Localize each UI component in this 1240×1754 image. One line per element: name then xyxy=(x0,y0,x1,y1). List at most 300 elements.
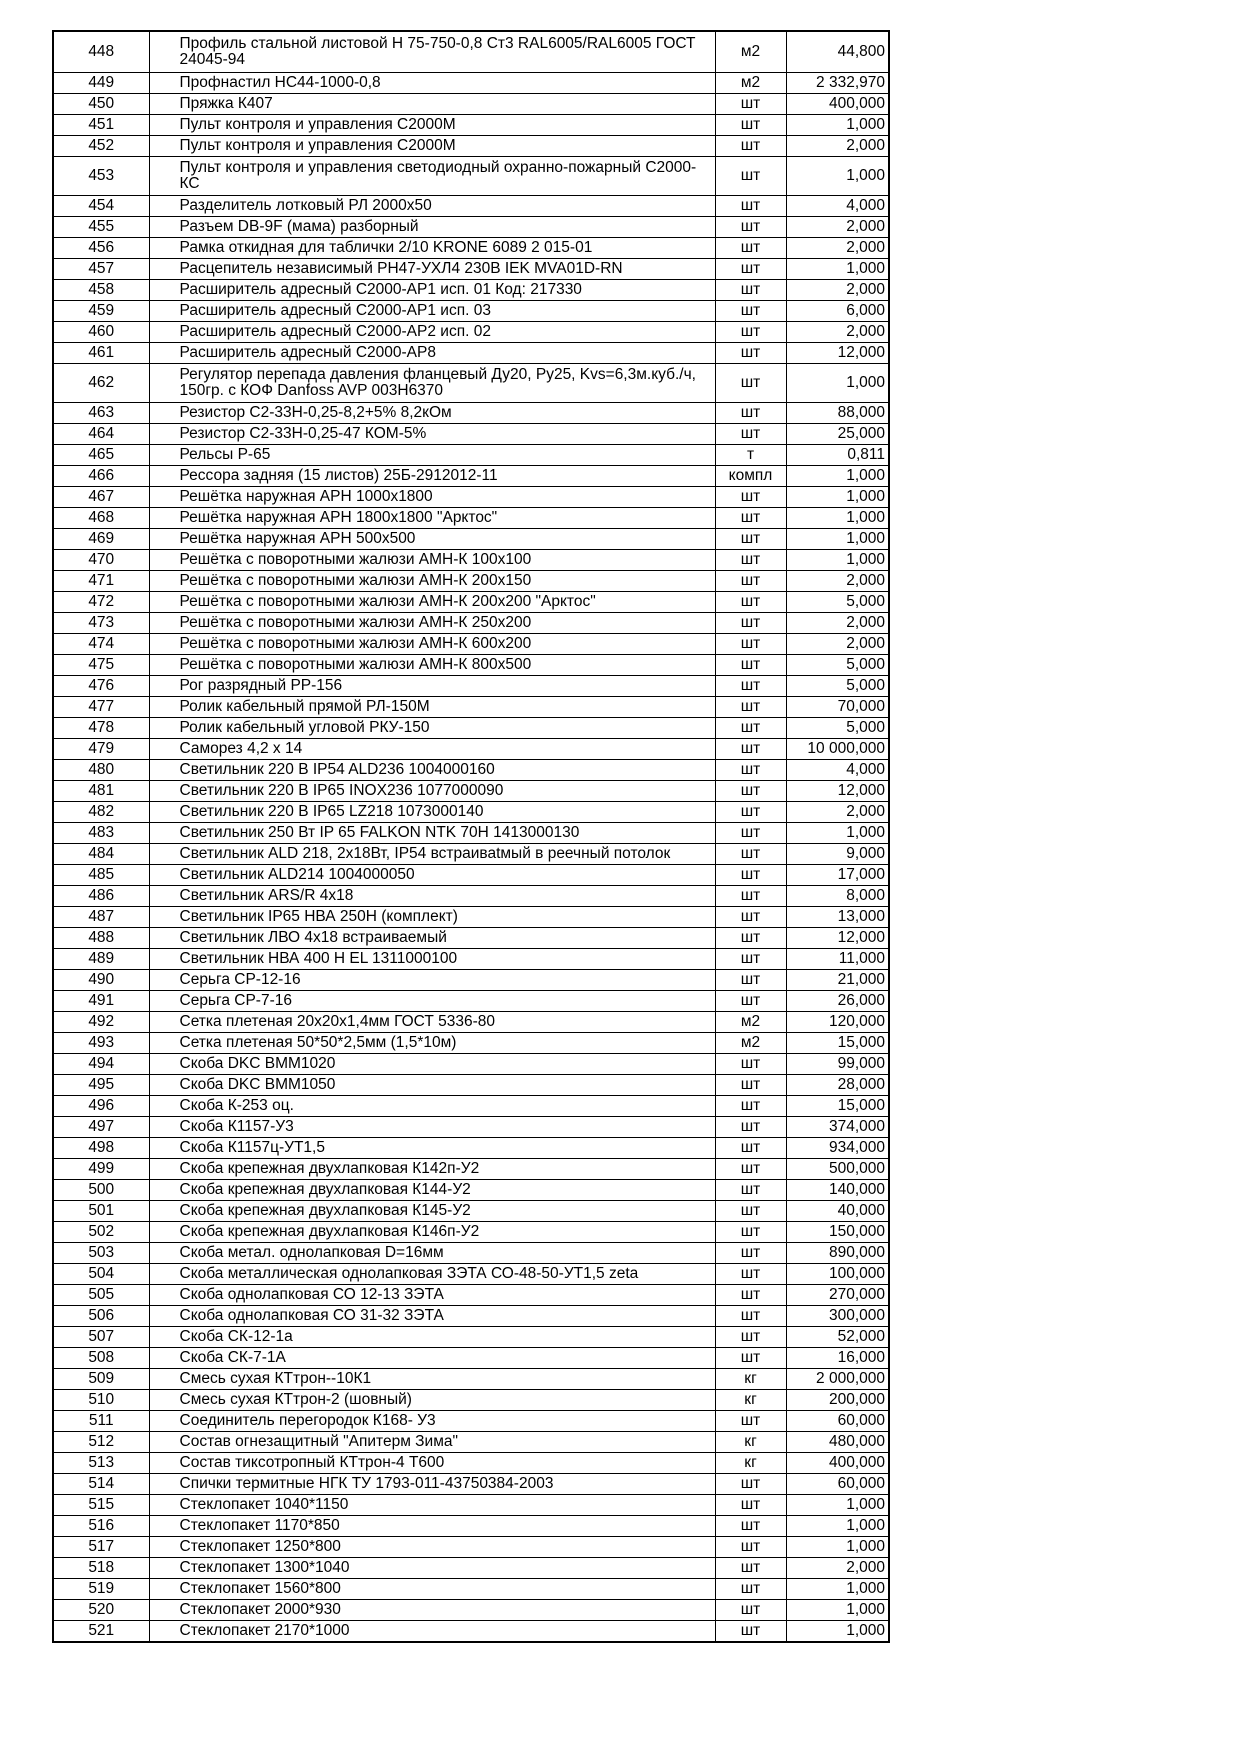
quantity-cell: 1,000 xyxy=(786,466,889,487)
unit-cell: шт xyxy=(715,760,786,781)
table-row xyxy=(53,928,889,949)
row-number-cell: 470 xyxy=(53,550,149,571)
quantity-cell: 26,000 xyxy=(786,991,889,1012)
unit-cell: шт xyxy=(715,823,786,844)
table-row xyxy=(53,1033,889,1054)
item-name-cell: Решётка с поворотными жалюзи АМН-К 200х200 "Арктос" xyxy=(149,592,715,613)
table-row xyxy=(53,280,889,301)
item-name-cell: Скоба крепежная двухлапковая К142п-У2 xyxy=(149,1159,715,1180)
quantity-cell: 88,000 xyxy=(786,403,889,424)
unit-cell: шт xyxy=(715,1327,786,1348)
unit-cell: шт xyxy=(715,1096,786,1117)
table-row xyxy=(53,343,889,364)
table-row xyxy=(53,550,889,571)
item-name-cell: Смесь сухая КТтрон--10К1 xyxy=(149,1369,715,1390)
table-row xyxy=(53,1138,889,1159)
row-number-cell: 500 xyxy=(53,1180,149,1201)
table-row xyxy=(53,1516,889,1537)
unit-cell: шт xyxy=(715,157,786,196)
row-number-cell: 456 xyxy=(53,238,149,259)
quantity-cell: 1,000 xyxy=(786,1495,889,1516)
row-number-cell: 459 xyxy=(53,301,149,322)
item-name-cell: Саморез 4,2 х 14 xyxy=(149,739,715,760)
unit-cell: шт xyxy=(715,1411,786,1432)
quantity-cell: 5,000 xyxy=(786,676,889,697)
unit-cell: шт xyxy=(715,364,786,403)
quantity-cell: 2 000,000 xyxy=(786,1369,889,1390)
unit-cell: м2 xyxy=(715,31,786,73)
table-row xyxy=(53,571,889,592)
table-row xyxy=(53,613,889,634)
item-name-cell: Решётка с поворотными жалюзи АМН-К 600х200 xyxy=(149,634,715,655)
quantity-cell: 300,000 xyxy=(786,1306,889,1327)
quantity-cell: 1,000 xyxy=(786,529,889,550)
quantity-cell: 10 000,000 xyxy=(786,739,889,760)
item-name-cell: Скоба СК-12-1а xyxy=(149,1327,715,1348)
quantity-cell: 120,000 xyxy=(786,1012,889,1033)
unit-cell: шт xyxy=(715,1117,786,1138)
quantity-cell: 1,000 xyxy=(786,115,889,136)
table-row xyxy=(53,1474,889,1495)
row-number-cell: 483 xyxy=(53,823,149,844)
item-name-cell: Разъем DB-9F (мама) разборный xyxy=(149,217,715,238)
unit-cell: шт xyxy=(715,301,786,322)
item-name-cell: Скоба К1157ц-УТ1,5 xyxy=(149,1138,715,1159)
row-number-cell: 486 xyxy=(53,886,149,907)
unit-cell: шт xyxy=(715,676,786,697)
table-row xyxy=(53,1243,889,1264)
unit-cell: шт xyxy=(715,991,786,1012)
item-name-cell: Состав огнезащитный "Апитерм Зима" xyxy=(149,1432,715,1453)
item-name-cell: Рессора задняя (15 листов) 25Б-2912012-11 xyxy=(149,466,715,487)
quantity-cell: 12,000 xyxy=(786,343,889,364)
unit-cell: кг xyxy=(715,1369,786,1390)
row-number-cell: 505 xyxy=(53,1285,149,1306)
unit-cell: шт xyxy=(715,1054,786,1075)
table-row xyxy=(53,1558,889,1579)
quantity-cell: 2,000 xyxy=(786,1558,889,1579)
table-row xyxy=(53,445,889,466)
row-number-cell: 494 xyxy=(53,1054,149,1075)
row-number-cell: 501 xyxy=(53,1201,149,1222)
quantity-cell: 1,000 xyxy=(786,487,889,508)
unit-cell: т xyxy=(715,445,786,466)
unit-cell: шт xyxy=(715,238,786,259)
item-name-cell: Скоба К1157-У3 xyxy=(149,1117,715,1138)
unit-cell: шт xyxy=(715,322,786,343)
item-name-cell: Скоба однолапковая СО 31-32 ЗЭТА xyxy=(149,1306,715,1327)
item-name-cell: Светильник 220 В IP65 LZ218 1073000140 xyxy=(149,802,715,823)
unit-cell: шт xyxy=(715,949,786,970)
table-row xyxy=(53,823,889,844)
row-number-cell: 471 xyxy=(53,571,149,592)
unit-cell: шт xyxy=(715,1264,786,1285)
row-number-cell: 520 xyxy=(53,1600,149,1621)
row-number-cell: 485 xyxy=(53,865,149,886)
table-row xyxy=(53,259,889,280)
unit-cell: шт xyxy=(715,781,786,802)
row-number-cell: 465 xyxy=(53,445,149,466)
unit-cell: шт xyxy=(715,424,786,445)
table-row xyxy=(53,1453,889,1474)
unit-cell: шт xyxy=(715,739,786,760)
table-row xyxy=(53,907,889,928)
quantity-cell: 480,000 xyxy=(786,1432,889,1453)
row-number-cell: 502 xyxy=(53,1222,149,1243)
quantity-cell: 1,000 xyxy=(786,508,889,529)
quantity-cell: 0,811 xyxy=(786,445,889,466)
item-name-cell: Решётка с поворотными жалюзи АМН-К 800х500 xyxy=(149,655,715,676)
quantity-cell: 11,000 xyxy=(786,949,889,970)
item-name-cell: Светильник 220 В IP54 ALD236 1004000160 xyxy=(149,760,715,781)
row-number-cell: 488 xyxy=(53,928,149,949)
table-row xyxy=(53,196,889,217)
row-number-cell: 492 xyxy=(53,1012,149,1033)
table-row xyxy=(53,1285,889,1306)
row-number-cell: 515 xyxy=(53,1495,149,1516)
table-row xyxy=(53,1369,889,1390)
quantity-cell: 52,000 xyxy=(786,1327,889,1348)
item-name-cell: Сетка плетеная 50*50*2,5мм (1,5*10м) xyxy=(149,1033,715,1054)
unit-cell: шт xyxy=(715,1306,786,1327)
row-number-cell: 482 xyxy=(53,802,149,823)
row-number-cell: 476 xyxy=(53,676,149,697)
row-number-cell: 461 xyxy=(53,343,149,364)
quantity-cell: 1,000 xyxy=(786,1579,889,1600)
quantity-cell: 9,000 xyxy=(786,844,889,865)
table-row xyxy=(53,1159,889,1180)
item-name-cell: Решётка с поворотными жалюзи АМН-К 200х150 xyxy=(149,571,715,592)
item-name-cell: Спички термитные НГК ТУ 1793-011-43750384-2003 xyxy=(149,1474,715,1495)
quantity-cell: 5,000 xyxy=(786,592,889,613)
item-name-cell: Скоба крепежная двухлапковая К146п-У2 xyxy=(149,1222,715,1243)
row-number-cell: 475 xyxy=(53,655,149,676)
unit-cell: шт xyxy=(715,1474,786,1495)
unit-cell: шт xyxy=(715,403,786,424)
table-row xyxy=(53,403,889,424)
table-row xyxy=(53,760,889,781)
row-number-cell: 467 xyxy=(53,487,149,508)
quantity-cell: 15,000 xyxy=(786,1033,889,1054)
table-row xyxy=(53,1579,889,1600)
table-row xyxy=(53,634,889,655)
item-name-cell: Стеклопакет 1040*1150 xyxy=(149,1495,715,1516)
item-name-cell: Рельсы Р-65 xyxy=(149,445,715,466)
item-name-cell: Решётка наружная АРН 1800х1800 "Арктос" xyxy=(149,508,715,529)
quantity-cell: 1,000 xyxy=(786,1516,889,1537)
table-row xyxy=(53,676,889,697)
unit-cell: шт xyxy=(715,697,786,718)
table-row xyxy=(53,1348,889,1369)
row-number-cell: 448 xyxy=(53,31,149,73)
row-number-cell: 474 xyxy=(53,634,149,655)
inventory-table-body xyxy=(53,31,889,1642)
table-row xyxy=(53,886,889,907)
table-row xyxy=(53,217,889,238)
quantity-cell: 1,000 xyxy=(786,1600,889,1621)
unit-cell: шт xyxy=(715,1516,786,1537)
item-name-cell: Серьга СР-7-16 xyxy=(149,991,715,1012)
table-row xyxy=(53,739,889,760)
row-number-cell: 498 xyxy=(53,1138,149,1159)
table-row xyxy=(53,781,889,802)
quantity-cell: 44,800 xyxy=(786,31,889,73)
unit-cell: кг xyxy=(715,1390,786,1411)
row-number-cell: 503 xyxy=(53,1243,149,1264)
quantity-cell: 5,000 xyxy=(786,718,889,739)
table-row xyxy=(53,697,889,718)
unit-cell: шт xyxy=(715,634,786,655)
item-name-cell: Решётка с поворотными жалюзи АМН-К 100х100 xyxy=(149,550,715,571)
table-row xyxy=(53,1411,889,1432)
quantity-cell: 2,000 xyxy=(786,217,889,238)
row-number-cell: 499 xyxy=(53,1159,149,1180)
unit-cell: шт xyxy=(715,1579,786,1600)
quantity-cell: 400,000 xyxy=(786,1453,889,1474)
unit-cell: шт xyxy=(715,844,786,865)
quantity-cell: 99,000 xyxy=(786,1054,889,1075)
row-number-cell: 484 xyxy=(53,844,149,865)
quantity-cell: 2,000 xyxy=(786,238,889,259)
item-name-cell: Решётка с поворотными жалюзи АМН-К 250х200 xyxy=(149,613,715,634)
table-row xyxy=(53,949,889,970)
table-row xyxy=(53,238,889,259)
item-name-cell: Пульт контроля и управления С2000М xyxy=(149,136,715,157)
item-name-cell: Скоба крепежная двухлапковая К145-У2 xyxy=(149,1201,715,1222)
table-row xyxy=(53,136,889,157)
table-row xyxy=(53,865,889,886)
unit-cell: шт xyxy=(715,1348,786,1369)
item-name-cell: Пряжка К407 xyxy=(149,94,715,115)
item-name-cell: Стеклопакет 2170*1000 xyxy=(149,1621,715,1643)
unit-cell: шт xyxy=(715,1621,786,1643)
unit-cell: шт xyxy=(715,508,786,529)
item-name-cell: Серьга СР-12-16 xyxy=(149,970,715,991)
unit-cell: шт xyxy=(715,1075,786,1096)
unit-cell: шт xyxy=(715,280,786,301)
quantity-cell: 6,000 xyxy=(786,301,889,322)
table-row xyxy=(53,157,889,196)
quantity-cell: 150,000 xyxy=(786,1222,889,1243)
row-number-cell: 496 xyxy=(53,1096,149,1117)
row-number-cell: 495 xyxy=(53,1075,149,1096)
row-number-cell: 516 xyxy=(53,1516,149,1537)
item-name-cell: Решётка наружная АРН 500х500 xyxy=(149,529,715,550)
quantity-cell: 374,000 xyxy=(786,1117,889,1138)
item-name-cell: Светильник НВА 400 Н EL 1311000100 xyxy=(149,949,715,970)
item-name-cell: Расширитель адресный С2000-АР8 xyxy=(149,343,715,364)
unit-cell: шт xyxy=(715,487,786,508)
table-row xyxy=(53,73,889,94)
item-name-cell: Рог разрядный РР-156 xyxy=(149,676,715,697)
unit-cell: шт xyxy=(715,970,786,991)
table-row xyxy=(53,508,889,529)
row-number-cell: 452 xyxy=(53,136,149,157)
table-row xyxy=(53,802,889,823)
row-number-cell: 510 xyxy=(53,1390,149,1411)
quantity-cell: 13,000 xyxy=(786,907,889,928)
unit-cell: шт xyxy=(715,1243,786,1264)
row-number-cell: 462 xyxy=(53,364,149,403)
row-number-cell: 513 xyxy=(53,1453,149,1474)
unit-cell: шт xyxy=(715,571,786,592)
quantity-cell: 1,000 xyxy=(786,259,889,280)
quantity-cell: 2,000 xyxy=(786,802,889,823)
unit-cell: шт xyxy=(715,196,786,217)
row-number-cell: 491 xyxy=(53,991,149,1012)
item-name-cell: Профнастил НС44-1000-0,8 xyxy=(149,73,715,94)
table-row xyxy=(53,1096,889,1117)
item-name-cell: Скоба крепежная двухлапковая К144-У2 xyxy=(149,1180,715,1201)
unit-cell: шт xyxy=(715,613,786,634)
item-name-cell: Скоба метал. однолапковая D=16мм xyxy=(149,1243,715,1264)
item-name-cell: Регулятор перепада давления фланцевый Ду20, Ру25, Kvs=6,3м.куб./ч, 150гр. с КОФ Danfoss AVP 003H6370 xyxy=(149,364,715,403)
row-number-cell: 449 xyxy=(53,73,149,94)
quantity-cell: 8,000 xyxy=(786,886,889,907)
item-name-cell: Соединитель перегородок К168- У3 xyxy=(149,1411,715,1432)
quantity-cell: 1,000 xyxy=(786,1621,889,1643)
table-row xyxy=(53,487,889,508)
row-number-cell: 497 xyxy=(53,1117,149,1138)
unit-cell: шт xyxy=(715,550,786,571)
quantity-cell: 1,000 xyxy=(786,823,889,844)
item-name-cell: Расширитель адресный С2000-АР2 исп. 02 xyxy=(149,322,715,343)
row-number-cell: 504 xyxy=(53,1264,149,1285)
quantity-cell: 890,000 xyxy=(786,1243,889,1264)
table-row xyxy=(53,1222,889,1243)
row-number-cell: 460 xyxy=(53,322,149,343)
unit-cell: шт xyxy=(715,115,786,136)
quantity-cell: 40,000 xyxy=(786,1201,889,1222)
table-row xyxy=(53,844,889,865)
item-name-cell: Пульт контроля и управления С2000М xyxy=(149,115,715,136)
row-number-cell: 509 xyxy=(53,1369,149,1390)
table-row xyxy=(53,115,889,136)
item-name-cell: Светильник 250 Вт IP 65 FALKON NTK 70H 1413000130 xyxy=(149,823,715,844)
row-number-cell: 478 xyxy=(53,718,149,739)
table-row xyxy=(53,1432,889,1453)
table-row xyxy=(53,970,889,991)
row-number-cell: 458 xyxy=(53,280,149,301)
item-name-cell: Стеклопакет 1250*800 xyxy=(149,1537,715,1558)
quantity-cell: 270,000 xyxy=(786,1285,889,1306)
table-row xyxy=(53,31,889,73)
table-row xyxy=(53,1180,889,1201)
table-row xyxy=(53,301,889,322)
unit-cell: шт xyxy=(715,592,786,613)
inventory-table xyxy=(52,30,890,1643)
quantity-cell: 15,000 xyxy=(786,1096,889,1117)
table-row xyxy=(53,1012,889,1033)
row-number-cell: 477 xyxy=(53,697,149,718)
row-number-cell: 506 xyxy=(53,1306,149,1327)
unit-cell: кг xyxy=(715,1453,786,1474)
unit-cell: шт xyxy=(715,718,786,739)
item-name-cell: Светильник ALD214 1004000050 xyxy=(149,865,715,886)
table-row xyxy=(53,991,889,1012)
row-number-cell: 514 xyxy=(53,1474,149,1495)
row-number-cell: 450 xyxy=(53,94,149,115)
item-name-cell: Скоба однолапковая СО 12-13 ЗЭТА xyxy=(149,1285,715,1306)
table-row xyxy=(53,1201,889,1222)
item-name-cell: Стеклопакет 1560*800 xyxy=(149,1579,715,1600)
quantity-cell: 12,000 xyxy=(786,781,889,802)
quantity-cell: 2 332,970 xyxy=(786,73,889,94)
unit-cell: шт xyxy=(715,1537,786,1558)
row-number-cell: 454 xyxy=(53,196,149,217)
table-row xyxy=(53,1306,889,1327)
quantity-cell: 21,000 xyxy=(786,970,889,991)
table-row xyxy=(53,718,889,739)
row-number-cell: 487 xyxy=(53,907,149,928)
table-row xyxy=(53,1390,889,1411)
quantity-cell: 500,000 xyxy=(786,1159,889,1180)
row-number-cell: 481 xyxy=(53,781,149,802)
quantity-cell: 2,000 xyxy=(786,280,889,301)
quantity-cell: 28,000 xyxy=(786,1075,889,1096)
row-number-cell: 457 xyxy=(53,259,149,280)
row-number-cell: 507 xyxy=(53,1327,149,1348)
table-row xyxy=(53,364,889,403)
quantity-cell: 4,000 xyxy=(786,196,889,217)
row-number-cell: 479 xyxy=(53,739,149,760)
item-name-cell: Решётка наружная АРН 1000х1800 xyxy=(149,487,715,508)
table-row xyxy=(53,1054,889,1075)
table-row xyxy=(53,1117,889,1138)
row-number-cell: 464 xyxy=(53,424,149,445)
table-row xyxy=(53,424,889,445)
row-number-cell: 519 xyxy=(53,1579,149,1600)
quantity-cell: 2,000 xyxy=(786,322,889,343)
unit-cell: шт xyxy=(715,1222,786,1243)
quantity-cell: 12,000 xyxy=(786,928,889,949)
table-row xyxy=(53,529,889,550)
table-row xyxy=(53,466,889,487)
item-name-cell: Пульт контроля и управления светодиодный охранно-пожарный С2000-КС xyxy=(149,157,715,196)
unit-cell: шт xyxy=(715,886,786,907)
row-number-cell: 466 xyxy=(53,466,149,487)
item-name-cell: Резистор С2-33Н-0,25-47 КОМ-5% xyxy=(149,424,715,445)
item-name-cell: Расцепитель независимый РН47-УХЛ4 230В IEK MVA01D-RN xyxy=(149,259,715,280)
item-name-cell: Скоба металлическая однолапковая ЗЭТА СО-48-50-УТ1,5 zeta xyxy=(149,1264,715,1285)
unit-cell: шт xyxy=(715,1138,786,1159)
quantity-cell: 60,000 xyxy=(786,1474,889,1495)
unit-cell: шт xyxy=(715,655,786,676)
unit-cell: шт xyxy=(715,343,786,364)
item-name-cell: Ролик кабельный угловой РКУ-150 xyxy=(149,718,715,739)
unit-cell: шт xyxy=(715,136,786,157)
quantity-cell: 60,000 xyxy=(786,1411,889,1432)
item-name-cell: Светильник 220 В IP65 INOX236 1077000090 xyxy=(149,781,715,802)
quantity-cell: 2,000 xyxy=(786,634,889,655)
row-number-cell: 489 xyxy=(53,949,149,970)
unit-cell: шт xyxy=(715,94,786,115)
item-name-cell: Ролик кабельный прямой РЛ-150М xyxy=(149,697,715,718)
unit-cell: шт xyxy=(715,1201,786,1222)
item-name-cell: Рамка откидная для таблички 2/10 KRONE 6089 2 015-01 xyxy=(149,238,715,259)
row-number-cell: 463 xyxy=(53,403,149,424)
quantity-cell: 140,000 xyxy=(786,1180,889,1201)
table-row xyxy=(53,1621,889,1643)
row-number-cell: 493 xyxy=(53,1033,149,1054)
unit-cell: шт xyxy=(715,1600,786,1621)
table-row xyxy=(53,1495,889,1516)
quantity-cell: 2,000 xyxy=(786,136,889,157)
item-name-cell: Скоба К-253 оц. xyxy=(149,1096,715,1117)
item-name-cell: Смесь сухая КТтрон-2 (шовный) xyxy=(149,1390,715,1411)
quantity-cell: 1,000 xyxy=(786,1537,889,1558)
item-name-cell: Светильник ЛВО 4х18 встраиваемый xyxy=(149,928,715,949)
